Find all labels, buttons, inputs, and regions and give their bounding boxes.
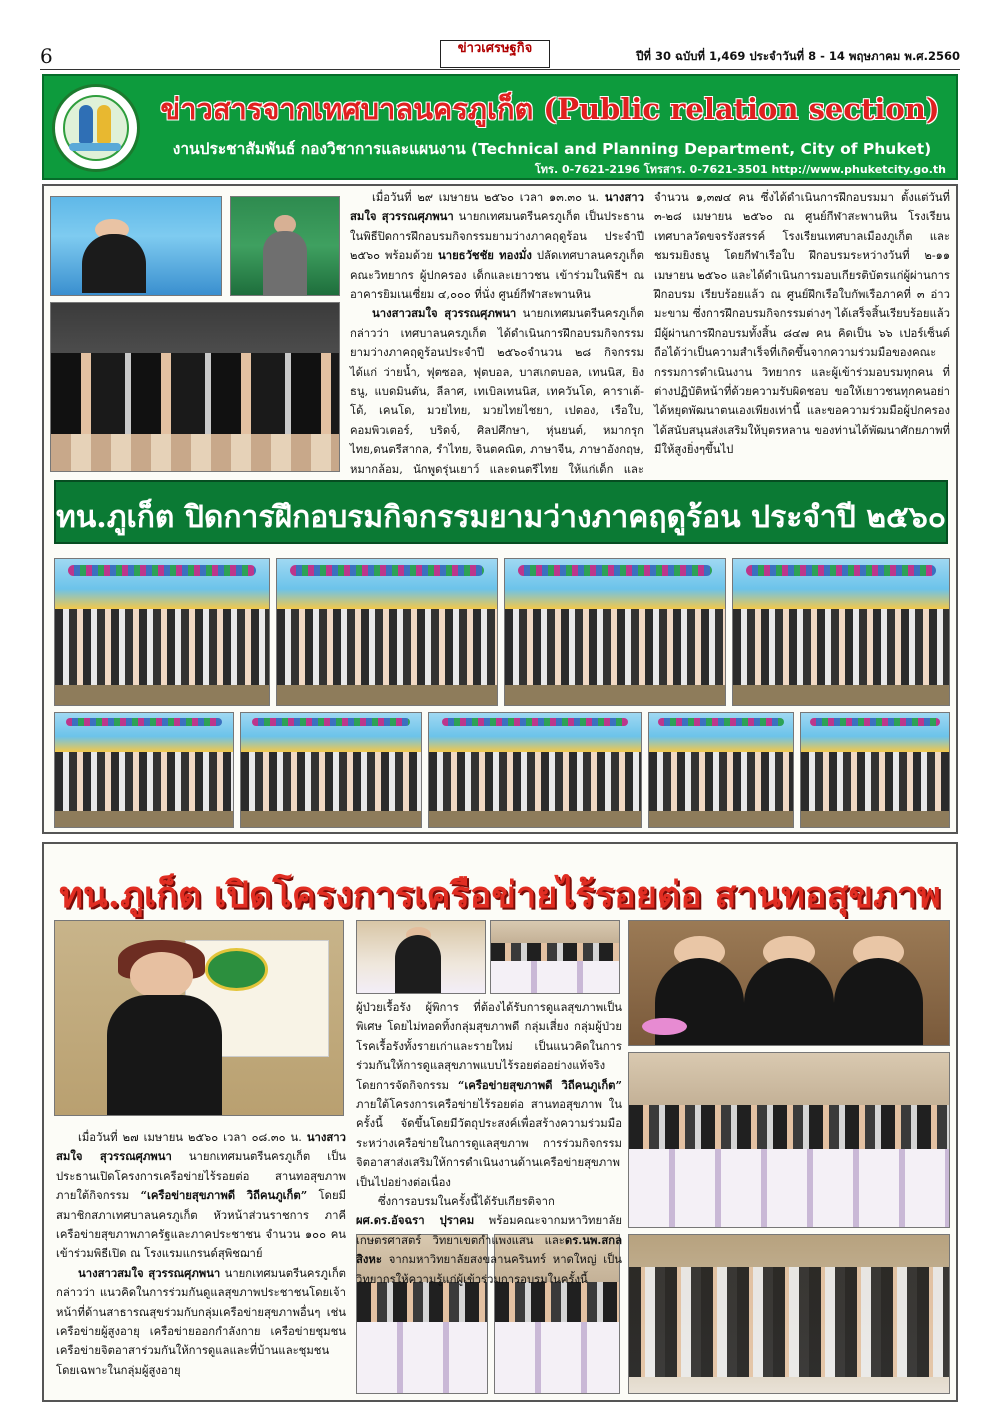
city-seal-icon <box>52 84 140 172</box>
photo-mayor-opening <box>54 920 344 1116</box>
person-name: นางสาวสมใจ สุวรรณศุภพนา <box>372 306 517 321</box>
photo-group-7 <box>428 712 642 828</box>
masthead-logo <box>440 40 550 68</box>
photo-vip-seats <box>50 302 340 472</box>
article-closing-ceremony <box>42 184 958 834</box>
photo-group-2 <box>276 558 498 706</box>
photo-group-exercise <box>628 1234 950 1394</box>
section-subtitle: งานประชาสัมพันธ์ กองวิชาการและแผนงาน (Technical and Planning Department, City of Phuket) <box>172 140 932 158</box>
photo-group-9 <box>800 712 950 828</box>
person-name: นางสาวสมใจ สุวรรณศุภพนา <box>350 190 644 224</box>
article1-column-2: จำนวน ๑,๓๗๔ คน ซึ่งได้ดำเนินการฝึกอบรมมา ตั้งแต่วันที่ ๓-๒๘ เมษายน ๒๕๖๐ ณ ศูนย์กีฬาสะพานหิน โรงเรียนเทศบาลวัดขจรรังสรรค์ โรงเรียนเทศบาลเมืองภูเก็ต และชมรมยิงธนู โดยกีฬาเรือใบ ฝึกอบรมระหว่างวันที่ ๒-๑๑ เมษายน ๒๕๖๐ และได้ดำเนินการมอบเกียรติบัตรแก่ผู้ผ่านการฝึกอบรม เรียบร้อยแล้ว ณ ศูนย์ฝึกเรือใบกัพเรือภาคที่ ๓ อ่าวมะขาม ซึ่งการฝึกอบรมกิจกรรมต่างๆ ได้เสร็จสิ้นเรียบร้อยแล้ว มีผู้ผ่านการฝึกอบรมทั้งสิ้น ๘๔๗ คน คิดเป็น ๖๖ เปอร์เซ็นต์ ถือได้ว่าเป็นความสำเร็จที่เกิดขึ้นจากความร่วมมือของคณะกรรมการดำเนินงาน วิทยากร และผู้เข้าร่วมอบรมทุกคน ที่ต่างปฏิบัติหน้าที่ด้วยความรับผิดชอบ ขอให้เยาวชนทุกคนอย่าได้หยุดพัฒนาตนเองเพียงเท่านี้ และขอความร่วมมือผู้ปกครองได้สนับสนุนส่งเสริมให้บุตรหลาน ของท่านได้พัฒนาศักยภาพที่มีให้สูงยิ่งๆขึ้นไป <box>654 191 950 457</box>
photo-group-8 <box>648 712 794 828</box>
page-header-strip <box>40 40 960 70</box>
article2-column-1: เมื่อวันที่ ๒๗ เมษายน ๒๕๖๐ เวลา ๐๘.๓๐ น. นางสาวสมใจ สุวรรณศุภพนา นายกเทศมนตรีนครภูเก็ต เป็นประธานเปิดโครงการเครือข่ายไร้รอยต่อ สานทอสุขภาพ ภายใต้กิจกรรม “เครือข่ายสุขภาพดี วิถีคนภูเก็ต” โดยมีสมาชิกสภาเทศบาลนครภูเก็ต หัวหน้าส่วนราชการ ภาคีเครือข่ายสุขภาพภาครัฐและภาคประชาชน จำนวน ๑๐๐ คน เข้าร่วมพิธีเปิด ณ โรงแรมแกรนด์สุพิชฌาย์ นางสาวสมใจ สุวรรณศุภพนา นายกเทศมนตรีนครภูเก็ต กล่าวว่า แนวคิดในการร่วมกันดูแลสุขภาพประชาชนโดยเจ้าหน้าที่ด้านสาธารณสุขร่วมกับกลุ่มเครือข่ายสุขภาพอื่นๆ เช่น เครือข่ายผู้สูงอายุ เครือข่ายออกกำลังกาย เครือข่ายชุมชน เครือข่ายจิตอาสาร่วมกันให้การดูแลและที่บ้านและชุมชน โดยเฉพาะในกลุ่มผู้สูงอายุ <box>56 1130 347 1377</box>
photo-deputy-speech <box>230 196 340 296</box>
page-number: 6 <box>40 44 53 68</box>
photo-seminar-room <box>490 920 620 994</box>
photo-three-officials <box>628 920 950 1046</box>
issue-line: ปีที่ 30 ฉบับที่ 1,469 ประจำวันที่ 8 - 14 พฤษภาคม พ.ศ.2560 <box>636 49 960 63</box>
photo-participants-hall <box>628 1052 950 1228</box>
activity-name: “เครือข่ายสุขภาพดี วิถีคนภูเก็ต” <box>140 1188 308 1203</box>
person-name: ผศ.ดร.อัจฉรา ปุราคม <box>356 1213 475 1228</box>
photo-group-6 <box>240 712 422 828</box>
photo-speaker-mic <box>356 920 486 994</box>
photo-mayor-speech <box>50 196 222 296</box>
photo-group-3 <box>504 558 726 706</box>
person-name: นางสาวสมใจ สุวรรณศุภพนา <box>56 1130 346 1164</box>
article1-column-1: เมื่อวันที่ ๒๙ เมษายน ๒๕๖๐ เวลา ๑๓.๓๐ น. นางสาวสมใจ สุวรรณศุภพนา นายกเทศมนตรีนครภูเก็ต เป็นประธานในพิธีปิดการฝึกอบรมกิจกรรมยามว่างภาคฤดูร้อน ประจำปี ๒๕๖๐ พร้อมด้วย นายธวัชชัย ทองมั่ง ปลัดเทศบาลนครภูเก็ต คณะวิทยากร ผู้ปกครอง เด็กและเยาวชน เข้าร่วมในพิธีฯ ณ อาคารยิมเนเซี่ยม ๔,๐๐๐ ที่นั่ง ศูนย์กีฬาสะพานหิน นางสาวสมใจ สุวรรณศุภพนา นายกเทศมนตรีนครภูเก็ต กล่าวว่า เทศบาลนครภูเก็ต ได้ดำเนินการฝึกอบรมกิจกรรมยามว่างภาคฤดูร้อนประจำปี ๒๕๖๐จำนวน ๒๘ กิจกรรม ได้แก่ ว่ายน้ำ, ฟุตซอล, ฟุตบอล, บาสเกตบอล, เทนนิส, ยิงธนู, แบดมินตัน, ลีลาศ, เทเบิลเทนนิส, เทควันโด, คาราเต้-โด้, เคนโด, มวยไทย, มวยไทยไชยา, เปตอง, เรือใบ, คอมพิวเตอร์, บริดจ์, ศิลปศึกษา, หุ่นยนต์, หมากรุกไทย,ดนตรีสากล, รำไทย, จินตคณิต, ภาษาจีน, ภาษาอังกฤษ, หมากล้อม, นักพูดรุ่นเยาว์ และดนตรีไทย ให้แก่เด็ก และ <box>350 190 644 476</box>
article-health-network <box>42 842 958 1402</box>
article1-headline: ทน.ภูเก็ต ปิดการฝึกอบรมกิจกรรมยามว่างภาคฤดูร้อน ประจำปี ๒๕๖๐ <box>56 500 947 535</box>
photo-group-1 <box>54 558 270 706</box>
section-title: ข่าวสารจากเทศบาลนครภูเก็ต (Public relation section) <box>160 92 940 126</box>
photo-group-5 <box>54 712 234 828</box>
person-name: นายธวัชชัย ทองมั่ง <box>438 248 532 263</box>
person-name: นางสาวสมใจ สุวรรณศุภพนา <box>78 1265 221 1280</box>
contact-line: โทร. 0-7621-2196 โทรสาร. 0-7621-3501 http://www.phuketcity.go.th <box>534 163 946 176</box>
masthead-title: ข่าวเศรษฐกิจ <box>457 41 533 56</box>
person-name: ดร.นพ.สกล สิงหะ <box>356 1232 622 1267</box>
article2-column-2: ผู้ป่วยเรื้อรัง ผู้พิการ ที่ต้องได้รับการดูแลสุขภาพเป็นพิเศษ โดยไม่ทอดทิ้งกลุ่มสุขภาพดี กลุ่มเสี่ยง กลุ่มผู้ป่วยโรคเรื้อรังทั้งรายเก่าและรายใหม่ เป็นแนวคิดในการร่วมกันให้การดูแลสุขภาพแบบไร้รอยต่ออย่างแท้จริง โดยการจัดกิจกรรม “เครือข่ายสุขภาพดี วิถีคนภูเก็ต” ภายใต้โครงการเครือข่ายไร้รอยต่อ สานทอสุขภาพ ในครั้งนี้ จัดขึ้นโดยมีวัตถุประสงค์เพื่อสร้างความร่วมมือระหว่างเครือข่ายในการดูแลสุขภาพ การร่วมกิจกรรมจิตอาสาส่งเสริมให้การดำเนินงานด้านเครือข่ายสุขภาพเป็นไปอย่างต่อเนื่อง ซึ่งการอบรมในครั้งนี้ได้รับเกียรติจาก ผศ.ดร.อัจฉรา ปุราคม พร้อมคณะจากมหาวิทยาลัยเกษตรศาสตร์ วิทยาเขตกำแพงแสน และดร.นพ.สกล สิงหะ จากมหาวิทยาลัยสงขลานครินทร์ หาดใหญ่ เป็นวิทยากรให้ความรู้แก่ผู้เข้าร่วมการอบรมในครั้งนี้ <box>356 1001 622 1286</box>
photo-group-4 <box>732 558 950 706</box>
article1-headline-band <box>54 480 948 544</box>
activity-name: “เครือข่ายสุขภาพดี วิถีคนภูเก็ต” <box>457 1077 622 1092</box>
article2-headline: ทน.ภูเก็ต เปิดโครงการเครือข่ายไร้รอยต่อ สานทอสุขภาพ <box>59 874 941 916</box>
section-header <box>42 74 958 180</box>
